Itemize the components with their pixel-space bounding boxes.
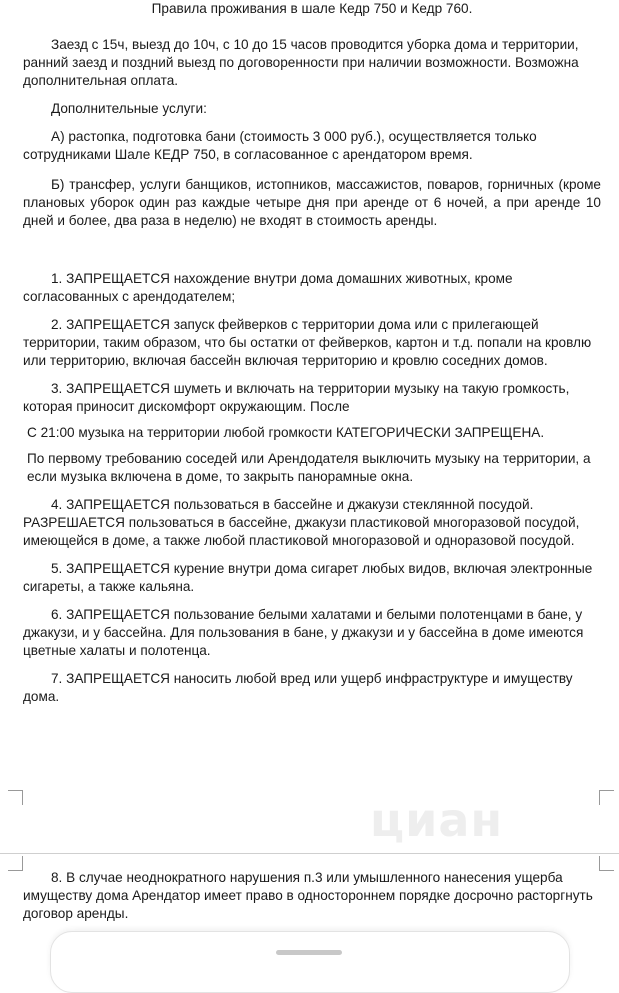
page-corner-mark xyxy=(599,790,614,805)
page-divider xyxy=(0,853,619,854)
services-heading: Дополнительные услуги: xyxy=(51,101,207,116)
document-title: Правила проживания в шале Кедр 750 и Кедр 760. xyxy=(151,1,473,16)
rule-1: 1. ЗАПРЕЩАЕТСЯ нахождение внутри дома домашних животных, кроме согласованных с арендодателем; xyxy=(23,271,513,304)
page-corner-mark xyxy=(599,856,614,871)
rule-3-request: По первому требованию соседей или Арендодателя выключить музыку на территории, а если музыка включена в доме, то закрыть панорамные окна. xyxy=(27,451,591,484)
service-a-paragraph: А) растопка, подготовка бани (стоимость 3 000 руб.), осуществляется только сотрудниками Шале КЕДР 750, в согласованное с арендатором время. xyxy=(23,129,537,162)
page-corner-mark xyxy=(8,856,23,871)
service-b-paragraph: Б) трансфер, услуги банщиков, истопников, массажистов, поваров, горничных (кроме плановых уборок один раз каждые четыре дня при аренде от 6 ночей, а при аренде 10 дней и более, два раза в неделю) не входят в стоимость аренды. xyxy=(23,177,601,228)
rule-6: 6. ЗАПРЕЩАЕТСЯ пользование белыми халатами и белыми полотенцами в бане, у джакузи, и у бассейна. Для пользования в бане, у джакузи и у бассейна в доме имеются цветные халаты и полотенца. xyxy=(23,607,584,658)
page-corner-mark xyxy=(8,790,23,805)
bottom-sheet[interactable] xyxy=(50,931,570,993)
drag-handle[interactable] xyxy=(276,950,342,955)
checkin-paragraph: Заезд с 15ч, выезд до 10ч, с 10 до 15 часов проводится уборка дома и территории, ранний заезд и поздний выезд по договоренности при наличии возможности. Возможна дополнительная оплата. xyxy=(23,37,579,88)
rule-7: 7. ЗАПРЕЩАЕТСЯ наносить любой вред или ущерб инфраструктуре и имуществу дома. xyxy=(23,671,573,704)
rule-5: 5. ЗАПРЕЩАЕТСЯ курение внутри дома сигарет любых видов, включая электронные сигареты, а также кальяна. xyxy=(23,561,593,594)
rule-8: 8. В случае неоднократного нарушения п.3 или умышленного нанесения ущерба имуществу дома Арендатор имеет право в одностороннем порядке досрочно расторгнуть договор аренды. xyxy=(23,870,593,921)
rule-2: 2. ЗАПРЕЩАЕТСЯ запуск фейверков с территории дома или с прилегающей территории, таким образом, что бы остатки от фейверков, картон и т.д. попали на кровлю или территорию, включая бассейн включая территорию и кровлю соседних домов. xyxy=(23,317,592,368)
rule-4: 4. ЗАПРЕЩАЕТСЯ пользоваться в бассейне и джакузи стеклянной посудой. РАЗРЕШАЕТСЯ пользоваться в бассейне, джакузи пластиковой многоразовой посудой, имеющейся в доме, а также любой пластиковой многоразовой и одноразовой посудой. xyxy=(23,497,580,548)
cian-watermark: циан xyxy=(370,793,504,847)
rule-3-night: С 21:00 музыка на территории любой громкости КАТЕГОРИЧЕСКИ ЗАПРЕЩЕНА. xyxy=(27,425,545,440)
document-page xyxy=(23,0,601,706)
rule-3: 3. ЗАПРЕЩАЕТСЯ шуметь и включать на территории музыку на такую громкость, которая приносит дискомфорт окружающим. После xyxy=(23,381,570,414)
